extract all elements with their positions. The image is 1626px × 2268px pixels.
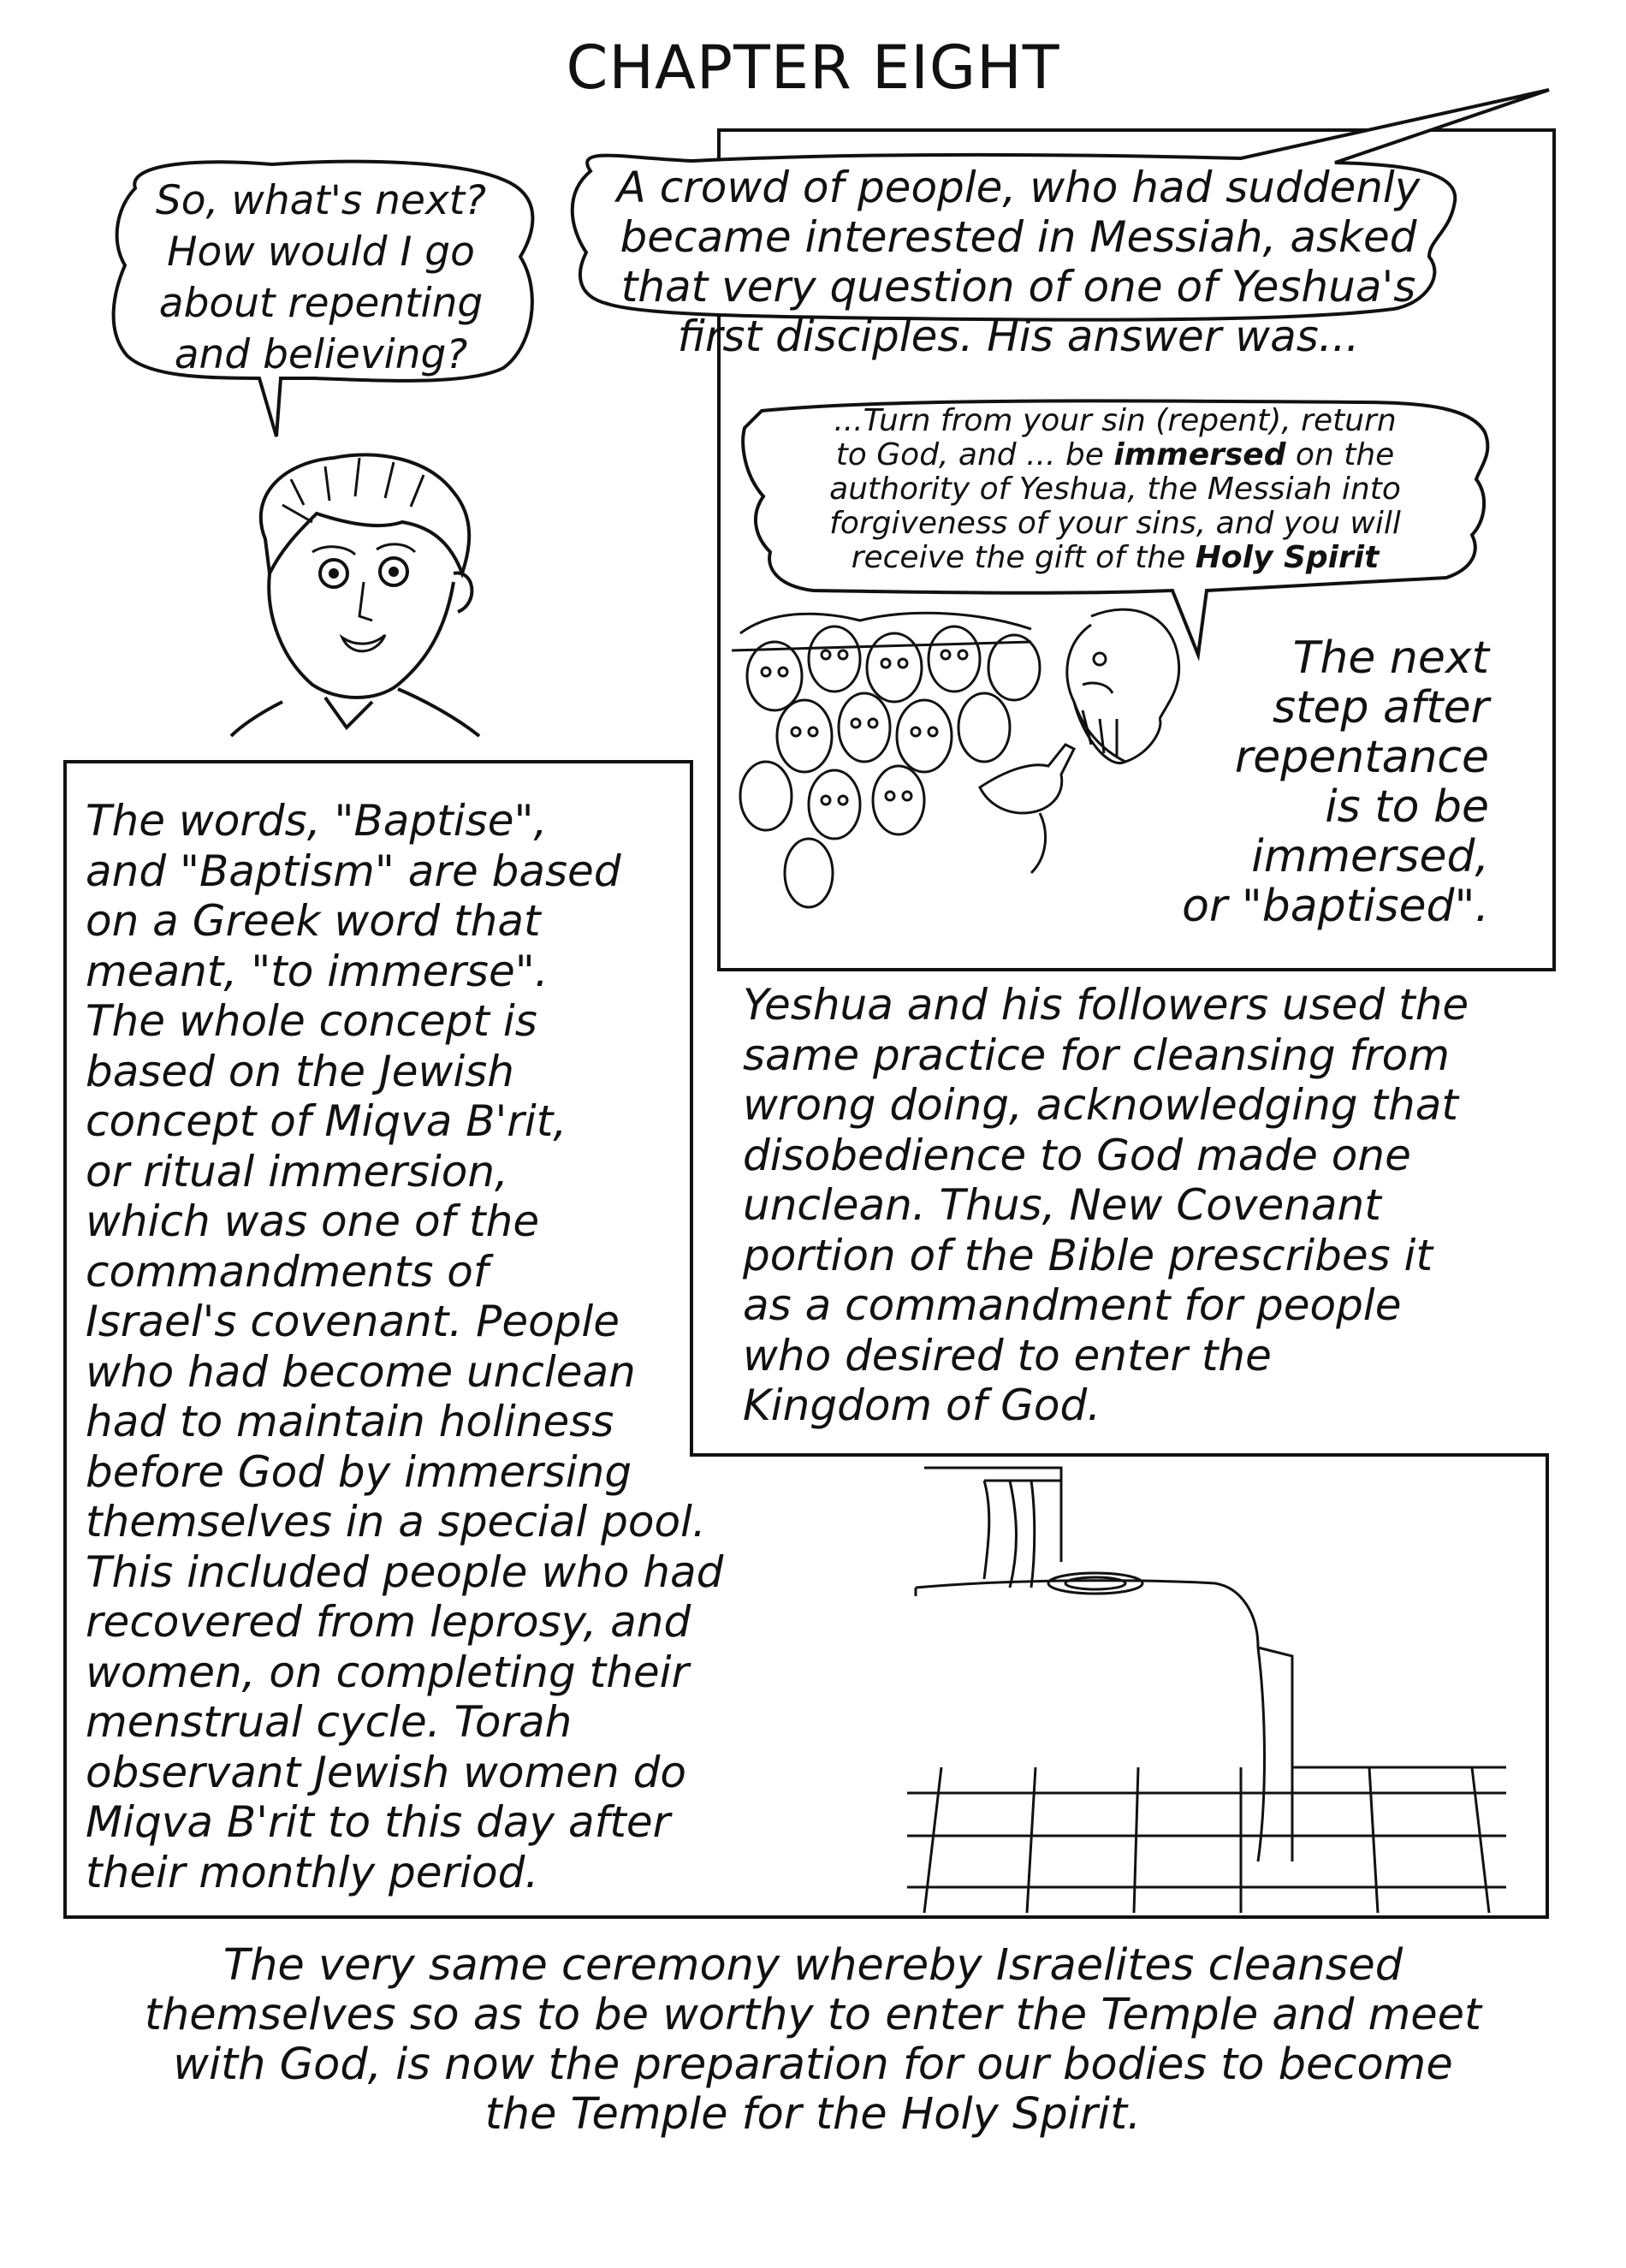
miqva-brit-term: Miqva B'rit	[86, 1797, 314, 1847]
disciple-quote-line-4: forgiveness of your sins, and you will	[829, 506, 1401, 541]
chapter-title: CHAPTER EIGHT	[566, 33, 1060, 103]
next-step-caption: The next step after repentance is to be immersed, or "baptised".	[1182, 632, 1489, 932]
closing-caption: The very same ceremony whereby Israelites cleansed themselves so as to be worthy to enter the Temple and meet with God, is now the preparation for our bodies to become the Temple for the Holy Spirit.	[144, 1940, 1482, 2140]
baptism-definition-text: The words, "Baptise", and "Baptism" are based on a Greek word that meant, "to immerse". The whole concept is based on the Jewish concept of Miqva B'rit, or ritual immersion, which was one of the commandments of Israel's covenant. People who had become unclean had to maintain holiness before God by immersing themselves in a special pool. This included people who had recovered from leprosy, and women, on completing their menstrual cycle. Torah observant Jewish women do Miqva B'rit to this day after their monthly period.	[86, 796, 724, 1897]
disciple-quote-line-5: receive the gift of the Holy Spirit	[851, 540, 1380, 575]
narration-bubble-text: A crowd of people, who had suddenly became interested in Messiah, asked that very question of one of Yeshua's first disciples. His answer was...	[616, 163, 1421, 361]
disciple-quote-line-1: ...Turn from your sin (repent), return	[834, 403, 1397, 438]
disciple-quote-line-3: authority of Yeshua, the Messiah into	[829, 472, 1401, 507]
yeshua-paragraph: Yeshua and his followers used the same practice for cleansing from wrong doing, acknowledging that disobedience to God made one unclean. Thus, New Covenant portion of the Bible prescribes it as a commandment for people who desired to enter the Kingdom of God.	[743, 980, 1469, 1430]
miqva-brit-term: Miqva B'rit	[324, 1096, 554, 1146]
mikveh-pool-illustration	[890, 1459, 1506, 1913]
question-bubble-text: So, what's next? How would I go about repenting and believing?	[155, 177, 487, 378]
disciple-quote-line-2: to God, and ... be immersed on the	[835, 437, 1395, 472]
